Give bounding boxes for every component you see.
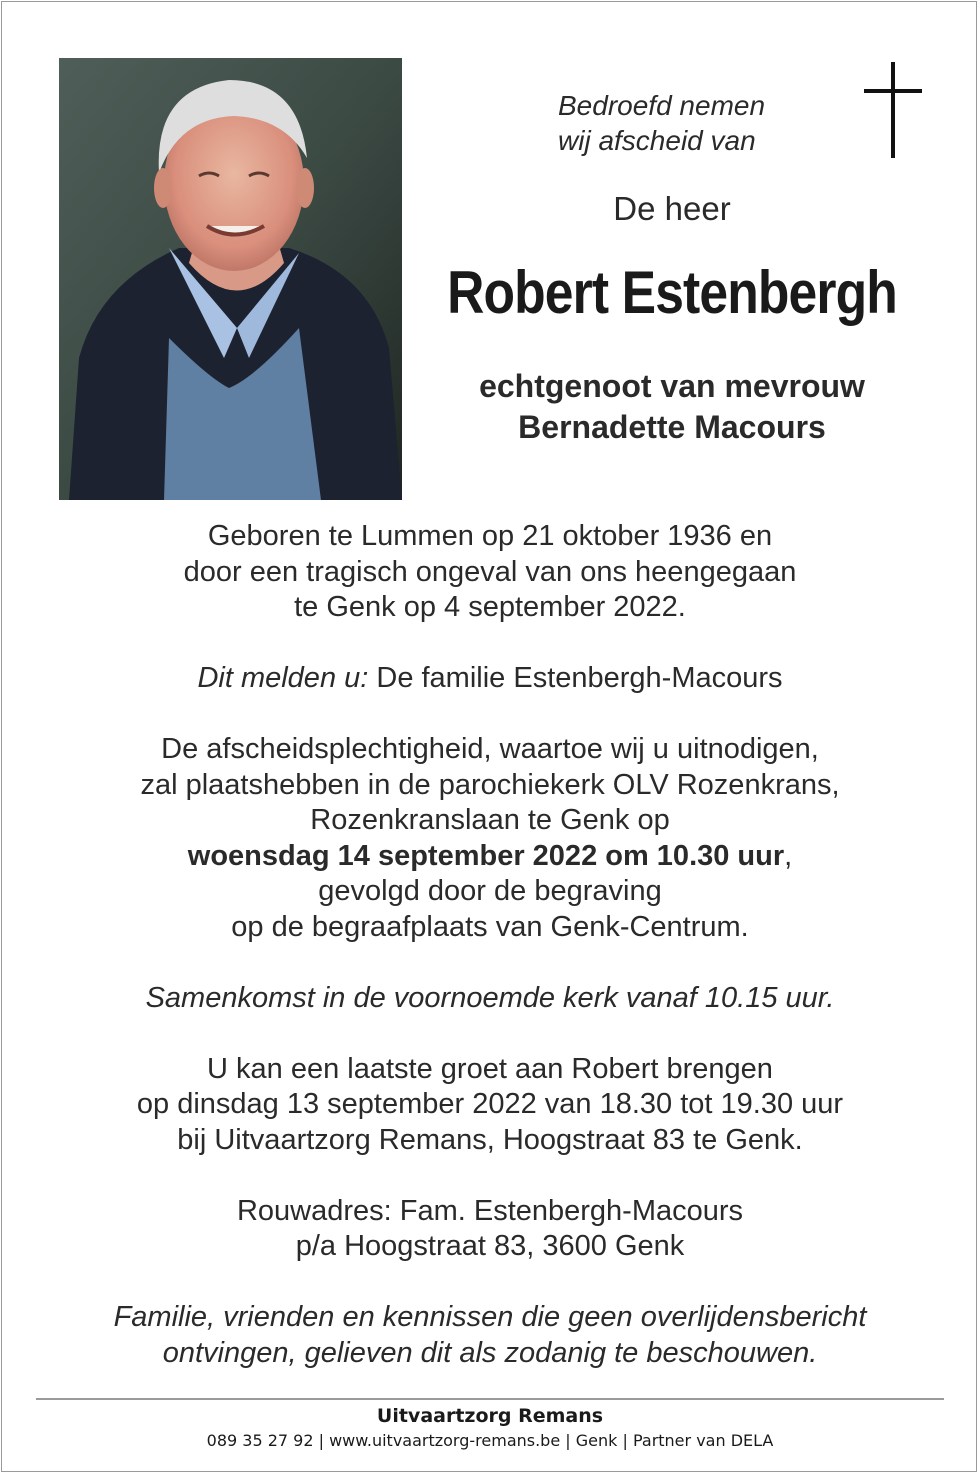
cross-icon [864, 62, 922, 158]
closing-line: Familie, vrienden en kennissen die geen overlijdensbericht [113, 1301, 867, 1333]
intro-line: Bedroefd nemen [558, 90, 766, 121]
service-line: op de begraafplaats van Genk-Centrum. [231, 910, 749, 943]
closing-line: ontvingen, gelieven dit als zodanig te beschouwen. [162, 1336, 818, 1369]
announce-label: Dit melden u: [197, 662, 369, 694]
service-datetime: woensdag 14 september 2022 om 10.30 uur [187, 839, 785, 872]
funeral-home-name: Uitvaartzorg Remans [376, 1405, 604, 1427]
address-line: Rouwadres: Fam. Estenbergh-Macours [236, 1194, 744, 1227]
footer-divider [36, 1398, 944, 1400]
birth-line: Geboren te Lummen op 21 oktober 1936 en [207, 520, 773, 552]
announcement [40, 661, 940, 697]
visit-line: op dinsdag 13 september 2022 van 18.30 tot 19.30 uur [136, 1088, 844, 1120]
service-line: zal plaatshebben in de parochiekerk OLV Rozenkrans, [140, 768, 840, 801]
spouse-name: Bernadette Macours [518, 409, 826, 445]
visit-line: U kan een laatste groet aan Robert brengen [207, 1052, 773, 1085]
portrait-photo [59, 58, 402, 500]
announce-text: De familie Estenbergh-Macours [368, 662, 783, 694]
funeral-home-contact: 089 35 27 92 | www.uitvaartzorg-remans.be | Genk | Partner van DELA [206, 1431, 774, 1450]
deceased-name: Robert Estenbergh [447, 259, 897, 326]
service-comma: , [784, 839, 793, 872]
spouse-line: echtgenoot van mevrouw [479, 368, 865, 404]
service-line: Rozenkranslaan te Genk op [310, 804, 670, 836]
intro-text [558, 88, 765, 158]
birth-line: door een tragisch ongeval van ons heengegaan [183, 555, 797, 588]
service-datetime-line [40, 839, 940, 875]
service-line: De afscheidsplechtigheid, waartoe wij u uitnodigen, [161, 733, 819, 765]
birth-line: te Genk op 4 september 2022. [294, 591, 686, 623]
service-line: gevolgd door de begraving [318, 875, 662, 907]
address-line: p/a Hoogstraat 83, 3600 Genk [295, 1230, 685, 1262]
gathering-note: Samenkomst in de voornoemde kerk vanaf 10.15 uur. [145, 981, 835, 1014]
visit-line: bij Uitvaartzorg Remans, Hoogstraat 83 te Genk. [177, 1123, 803, 1156]
notice-body [40, 519, 940, 1371]
intro-line: wij afscheid van [558, 125, 756, 156]
honorific: De heer [613, 190, 731, 227]
spouse-info [402, 366, 942, 448]
